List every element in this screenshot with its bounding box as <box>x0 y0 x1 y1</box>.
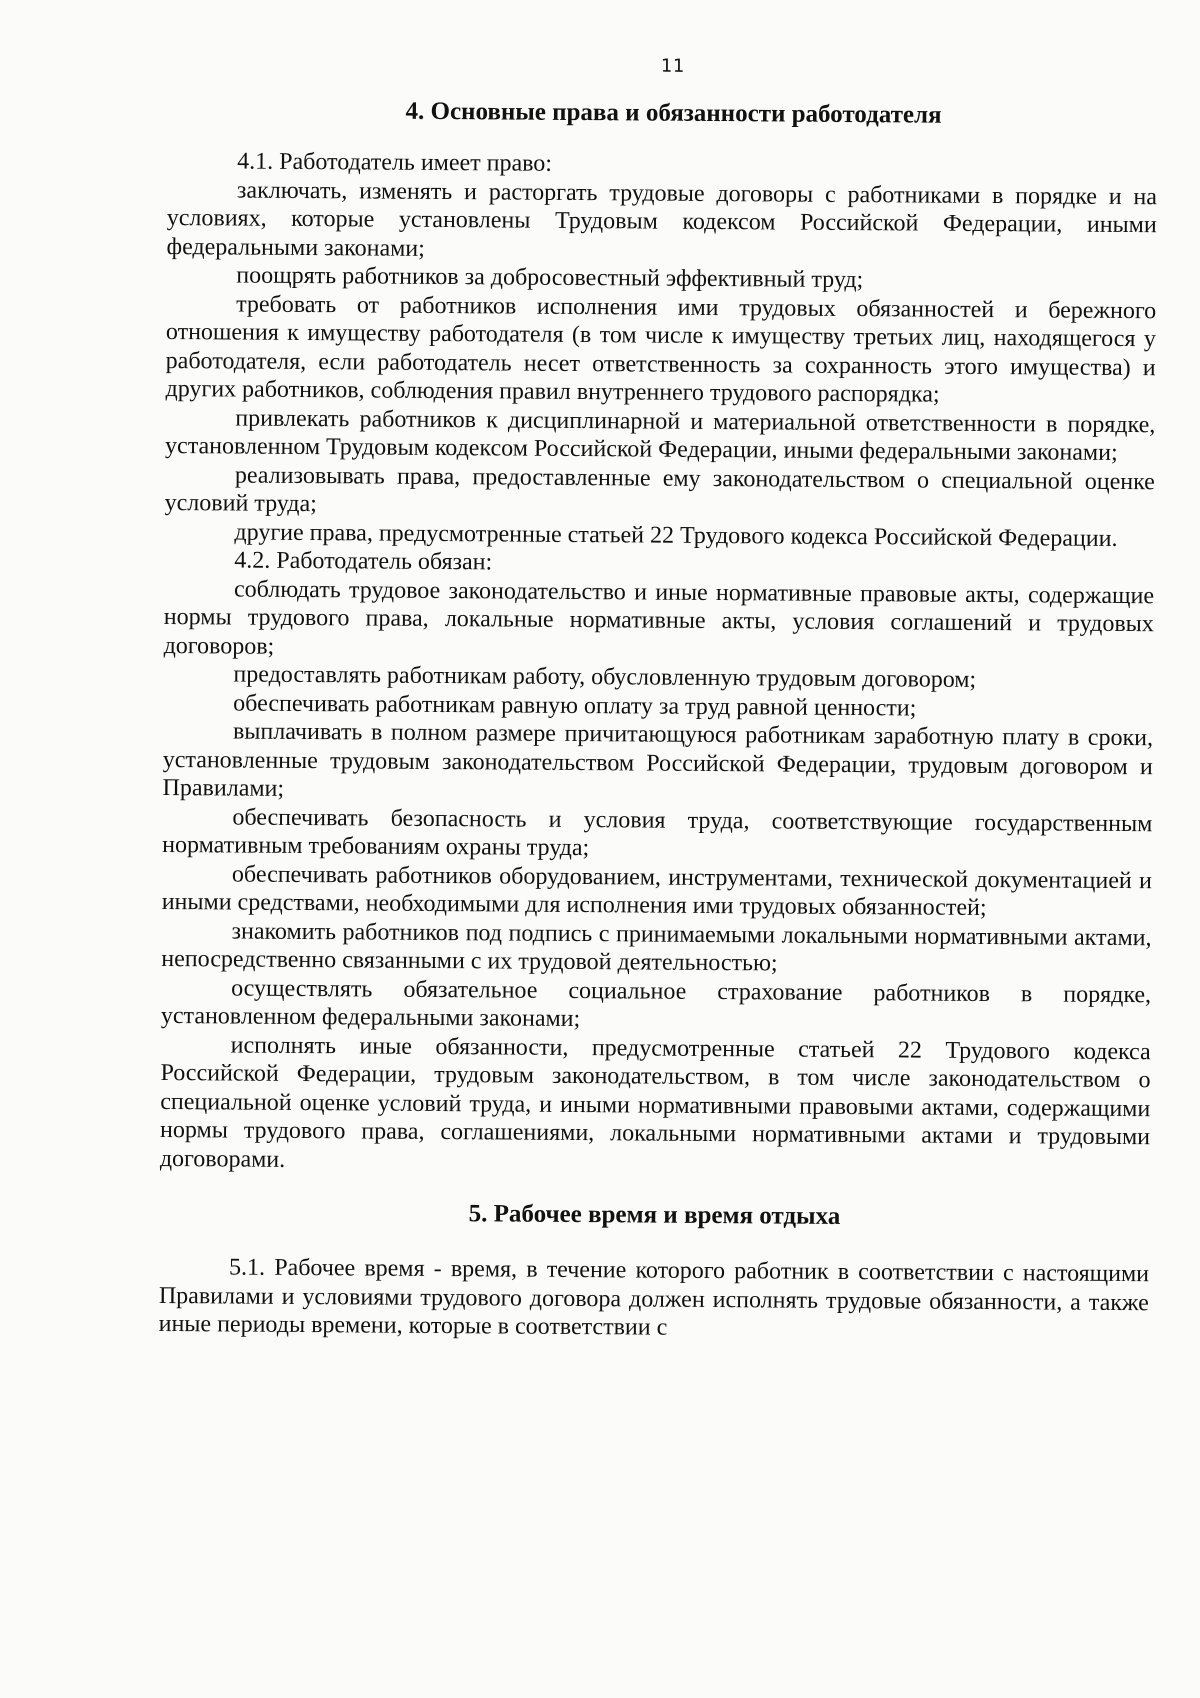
right-item: реализовывать права, предоставленные ему законодательством о специальной оценке условий труда; <box>164 462 1155 518</box>
duty-item: обеспечивать безопасность и условия труда, соответствующие государственным нормативным требованиям охраны труда; <box>162 803 1153 862</box>
duty-item: предоставлять работникам работу, обусловленную трудовым договором; <box>233 661 977 693</box>
duty-item: соблюдать трудовое законодательство и иные нормативные правовые акты, содержащие нормы трудового права, локальные нормативные акты, условия соглашений и трудовых договоров; <box>163 575 1155 660</box>
right-item: привлекать работников к дисциплинарной и материальной ответственности в порядке, установленном Трудовым кодексом Российской Федерации, иными федеральными законами; <box>165 405 1156 466</box>
section-5-heading: 5. Рабочее время и время отдыха <box>468 1200 841 1230</box>
duty-item: знакомить работников под подпись с принимаемыми локальными нормативными актами, непосредственно связанными с их трудовой деятельностью; <box>161 917 1152 977</box>
duty-item: осуществлять обязательное социальное страхование работников в порядке, установленном федеральными законами; <box>160 974 1152 1033</box>
right-item: поощрять работников за добросовестный эффективный труд; <box>236 262 864 294</box>
right-item: требовать от работников исполнения ими трудовых обязанностей и бережного отношения к имуществу работодателя (в том числе к имуществу третьих лиц, находящегося у работодателя, если работодатель несет ответственность за сохранность этого имущества) и других работников, соблюдения правил внутреннего трудового распорядка; <box>165 291 1157 408</box>
section-4-heading: 4. Основные права и обязанности работодателя <box>405 97 942 129</box>
clause-4-2: 4.2. Работодатель обязан: <box>234 547 493 576</box>
right-item: заключать, изменять и расторгать трудовые договоры с работниками в порядке и на условиях, которые установлены Трудовым кодексом Российской Федерации, иными федеральными законами; <box>166 177 1158 262</box>
right-item: другие права, предусмотренные статьей 22 Трудового кодекса Российской Федерации. <box>234 519 1118 552</box>
duty-item: исполнять иные обязанности, предусмотренные статьей 22 Трудового кодекса Российской Федерации, трудовым законодательством, в том числе законодательством о специальной оценке условий труда, и иными нормативными правовыми актами, содержащими нормы трудового права, соглашениями, локальными нормативными актами и трудовыми договорами. <box>159 1031 1151 1173</box>
duty-item: обеспечивать работников оборудованием, инструментами, технической документацией и иными средствами, необходимыми для исполнения ими трудовых обязанностей; <box>161 860 1153 922</box>
page-content <box>159 52 1158 1354</box>
duty-item: обеспечивать работникам равную оплату за труд равной ценности; <box>233 689 917 722</box>
page-number: 11 <box>660 55 685 77</box>
duty-item: выплачивать в полном размере причитающуюся работникам заработную плату в сроки, установленные трудовым законодательством Российской Федерации, трудовым договором и Правилами; <box>162 718 1154 802</box>
clause-4-1: 4.1. Работодатель имеет право: <box>237 148 553 177</box>
clause-5-1: 5.1. Рабочее время - время, в течение которого работник в соответствии с настоящими Правилами и условиями трудового договора должен исполнять трудовые обязанности, а также иные периоды времени, которые в соответствии с <box>158 1254 1150 1341</box>
